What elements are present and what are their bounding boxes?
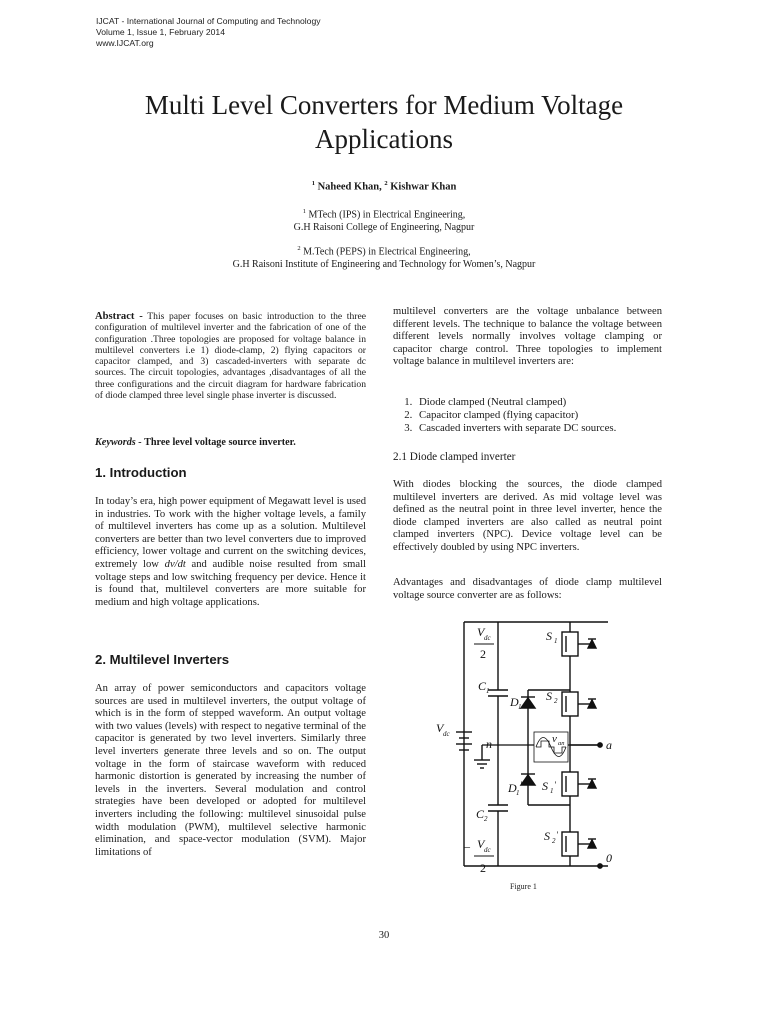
switch-s1-icon xyxy=(562,632,596,656)
label-d1-sub: 1 xyxy=(518,703,522,711)
keywords xyxy=(95,437,296,448)
figure-caption: Figure 1 xyxy=(510,882,537,891)
page-number: 30 xyxy=(378,930,390,941)
label-minus: – xyxy=(464,839,470,853)
label-s1: S xyxy=(546,629,552,643)
title-line-1: Multi Level Converters for Medium Voltage xyxy=(144,90,624,120)
label-c2-sub: 2 xyxy=(484,815,488,823)
abstract-label: Abstract - xyxy=(95,311,143,322)
right-paragraph-3: Advantages and disadvantages of diode clamp multilevel voltage source converter are as follows: xyxy=(393,577,662,601)
label-vdc-sub: dc xyxy=(443,730,450,738)
output-node-0 xyxy=(598,864,602,868)
diode-d1-prime-icon xyxy=(521,774,535,785)
section-1-text-a: In today’s era, high power equipment of Megawatt level is used in industries. To work with the higher voltage levels, a family of multilevel inverters has come up as a solution. Multilevel converters are better than two level converters due to improved efficiency, lower voltage and current on the switching devices, extremely low xyxy=(95,496,366,570)
capacitor-c1-icon xyxy=(488,690,508,696)
topology-list xyxy=(393,396,684,434)
affiliation-2-line-1: M.Tech (PEPS) in Electrical Engineering, xyxy=(303,246,471,258)
affiliation-1-index: 1 xyxy=(302,208,306,215)
label-s1-prime-sub: 1 xyxy=(550,787,554,795)
section-2-heading: 2. Multilevel Inverters xyxy=(95,652,230,667)
label-s2-prime-mark: ' xyxy=(556,830,558,840)
section-1-text-b: and audible noise resulted from small voltage steps and low switching frequency per device. Hence it is found that, multilevel converters are more suitable for medium and high voltage applications. xyxy=(95,558,366,608)
output-waveform-icon xyxy=(534,732,568,762)
author-1: Naheed Khan, xyxy=(317,181,382,193)
keywords-text: Three level voltage source inverter. xyxy=(141,437,296,448)
label-vdc-top: V xyxy=(477,625,485,639)
title-line-2: Applications xyxy=(315,124,453,154)
affiliation-2-index: 2 xyxy=(297,245,301,252)
circuit-diagram-figure xyxy=(430,610,630,880)
author-2: Kishwar Khan xyxy=(390,181,457,193)
section-1-paragraph xyxy=(95,496,366,609)
affiliation-2-line-2: G.H Raisoni Institute of Engineering and Technology for Women’s, Nagpur xyxy=(232,258,536,270)
section-1-italic: dv/dt xyxy=(164,558,186,570)
affiliation-1-line-2: G.H Raisoni College of Engineering, Nagpur xyxy=(293,221,475,233)
right-paragraph-2: With diodes blocking the sources, the diode clamped multilevel inverters are derived. As mid voltage level was defined as the neutral point in three level inverter, hence the diode clamped inverters are also called as neutral point clamped inverters (NPC). Device voltage level can be effectively doubled by using NPC inverters. xyxy=(393,479,662,553)
label-two-bottom: 2 xyxy=(480,861,486,875)
label-two-top: 2 xyxy=(480,647,486,661)
label-s1-prime: S xyxy=(542,779,548,793)
affiliation-1 xyxy=(0,206,768,234)
journal-url: www.IJCAT.org xyxy=(96,38,154,48)
label-s2-sub: 2 xyxy=(554,697,558,705)
switch-s2-icon xyxy=(562,692,596,716)
section-1-heading: 1. Introduction xyxy=(95,465,187,480)
affiliation-1-line-1: MTech (IPS) in Electrical Engineering, xyxy=(308,209,466,221)
affiliation-2 xyxy=(0,243,768,271)
journal-volume: Volume 1, Issue 1, February 2014 xyxy=(96,27,225,37)
abstract-text: This paper focuses on basic introduction to the three configuration of multilevel inverter and the fabrication of one of the configuration .Three topologies are proposed for voltage balance in multilevel converters i.e 1) diode-clamp, 2) flying capacitors or capacitor clamped, and 3) cascaded-inverters with separate dc sources. The circuit topologies, advantages ,disadvantages of all the three configurations and the circuit diagram for hardware fabrication of diode clamped three level single phase inverter is discussed. xyxy=(95,311,366,402)
label-s2-prime-sub: 2 xyxy=(552,837,556,845)
label-c2: C xyxy=(476,807,485,821)
label-c1-sub: 1 xyxy=(486,687,490,695)
label-n: n xyxy=(486,737,492,751)
label-d1-prime-mark: ′ xyxy=(520,780,522,790)
list-item: 3. Cascaded inverters with separate DC sources. xyxy=(415,422,684,435)
label-s2-prime: S xyxy=(544,829,550,843)
label-van-sub: an xyxy=(558,740,565,747)
label-d1-prime: D xyxy=(508,781,517,795)
section-2-paragraph: An array of power semiconductors and capacitors voltage sources are used in multilevel inverters, the output voltage of which is in the form of stepped waveform. An output voltage with two values (levels) with respect to negative terminal of the capacitor is generated by two level inverters. Similarly three level inverters generate three levels and so on. The output voltage in the form of staircase waveform with reduced harmonic distortion is generated by increasing the number of levels in the inverters. Several modulation and control strategies have been developed or adopted for multilevel inverters including the following: multilevel sinusoidal pulse width modulation (PWM), multilevel selective harmonic elimination, and space-vector modulation (SVM). Major limitations of xyxy=(95,683,366,858)
label-vdc: V xyxy=(436,721,444,735)
label-zero: 0 xyxy=(606,851,612,865)
author-1-index: 1 xyxy=(311,180,315,187)
switch-s2-prime-icon xyxy=(562,832,596,856)
subsection-2-1-heading: 2.1 Diode clamped inverter xyxy=(393,451,516,463)
right-paragraph-1: multilevel converters are the voltage unbalance between different levels. The technique to balance the voltage between different levels normally involves voltage clamping or capacitor charge control. Three topologies to implement voltage balance in multilevel inverters are: xyxy=(393,306,662,368)
diode-d1-icon xyxy=(521,697,535,708)
list-item: 2. Capacitor clamped (flying capacitor) xyxy=(415,409,684,422)
label-d1-prime-sub: 1 xyxy=(516,789,520,797)
label-s1-sub: 1 xyxy=(554,637,558,645)
author-2-index: 2 xyxy=(384,180,388,187)
keywords-label: Keywords - xyxy=(95,437,142,448)
paper-title xyxy=(0,88,768,156)
label-vdc-bottom-sub: dc xyxy=(484,846,491,854)
capacitor-c2-icon xyxy=(488,805,508,811)
label-s1-prime-mark: ' xyxy=(554,780,556,790)
label-vdc-top-sub: dc xyxy=(484,634,491,642)
abstract xyxy=(95,311,366,401)
list-item: 1. Diode clamped (Neutral clamped) xyxy=(415,396,684,409)
label-d1: D xyxy=(510,695,519,709)
label-van: v xyxy=(552,733,557,745)
label-vdc-bottom: V xyxy=(477,837,485,851)
journal-header xyxy=(96,16,321,49)
label-a: a xyxy=(606,738,612,752)
authors xyxy=(0,180,768,193)
label-s2: S xyxy=(546,689,552,703)
journal-name: IJCAT - International Journal of Computing and Technology xyxy=(96,16,321,26)
switch-s1-prime-icon xyxy=(562,772,596,796)
label-c1: C xyxy=(478,679,487,693)
